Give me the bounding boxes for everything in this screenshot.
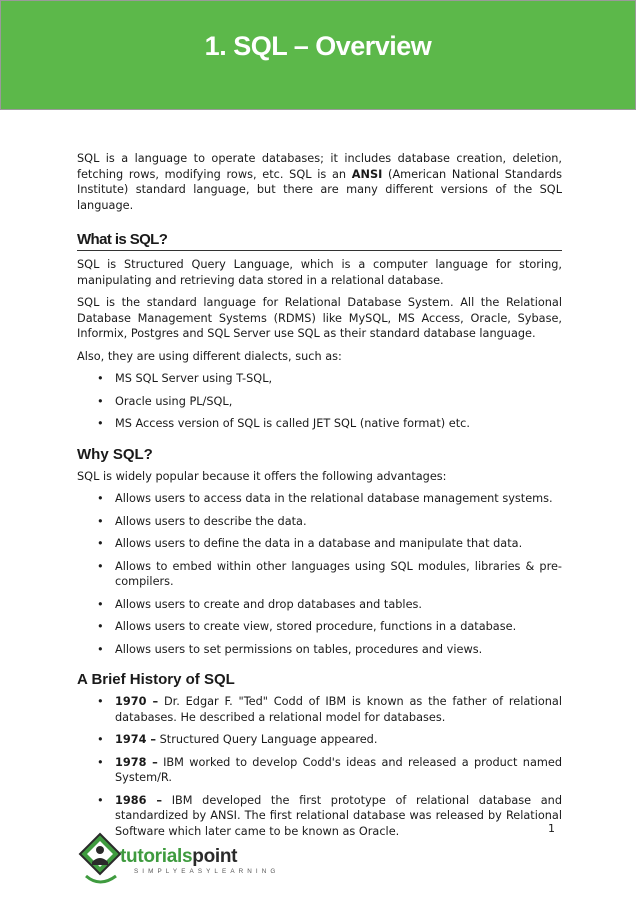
bullet-icon: • <box>97 620 104 633</box>
list-item: • 1974 – Structured Query Language appeared. <box>97 733 378 746</box>
what-paragraph-3: Also, they are using different dialects, such as: <box>77 349 342 363</box>
list-item: • Allows to embed within other languages using SQL modules, libraries & pre-compilers. <box>97 559 562 588</box>
page-content <box>77 151 562 846</box>
why-sql-heading: Why SQL? <box>77 445 153 463</box>
history-year: 1986 – <box>115 793 163 807</box>
bullet-icon: • <box>97 492 104 505</box>
tutorialspoint-logo <box>78 832 278 892</box>
chapter-title: 1. SQL – Overview <box>204 31 432 61</box>
history-heading: A Brief History of SQL <box>77 671 235 688</box>
what-is-sql-heading: What is SQL? <box>77 231 562 251</box>
bullet-icon: • <box>97 537 104 550</box>
history-year: 1970 – <box>115 695 159 708</box>
bullet-icon: • <box>97 514 104 528</box>
intro-paragraph: SQL is a language to operate databases; it includes database creation, deletion, fetching rows, modifying rows, etc. SQL is an ANSI (American National Standards Institute) standard language, but there are many different versions of the SQL language. <box>77 152 562 212</box>
why-intro: SQL is widely popular because it offers the following advantages: <box>77 469 447 483</box>
list-item: • 1970 – Dr. Edgar F. "Ted" Codd of IBM is known as the father of relational databases. He described a relational model for databases. <box>97 695 562 724</box>
list-item: • Allows users to create view, stored procedure, functions in a database. <box>97 620 517 633</box>
bullet-icon: • <box>97 417 104 430</box>
bullet-icon: • <box>97 372 104 385</box>
list-item: • Allows users to access data in the relational database management systems. <box>97 492 553 505</box>
bullet-icon: • <box>97 733 104 746</box>
bullet-icon: • <box>97 642 104 656</box>
logo-wordmark: tutorialspoint <box>120 846 238 867</box>
list-item: • Allows users to describe the data. <box>97 514 307 528</box>
bullet-icon: • <box>97 559 104 573</box>
dialect-list <box>77 371 562 432</box>
history-year: 1978 – <box>115 755 158 769</box>
history-list <box>77 694 562 839</box>
list-item: • MS SQL Server using T-SQL, <box>97 372 273 385</box>
advantages-list <box>77 491 562 657</box>
list-item: • Allows users to set permissions on tables, procedures and views. <box>97 642 483 656</box>
list-item: • Allows users to create and drop databases and tables. <box>97 597 423 611</box>
chapter-banner <box>0 0 636 110</box>
list-item: • 1986 – IBM developed the first prototype of relational database and standardized by ANSI. The first relational database was released by Relational Software which later came to be known as Oracle. <box>97 793 562 838</box>
bullet-icon: • <box>97 793 104 807</box>
bullet-icon: • <box>97 394 104 408</box>
bullet-icon: • <box>97 695 104 708</box>
bullet-icon: • <box>97 755 104 769</box>
list-item: • MS Access version of SQL is called JET SQL (native format) etc. <box>97 417 470 430</box>
bullet-icon: • <box>97 597 104 611</box>
list-item: • 1978 – IBM worked to develop Codd's ideas and released a product named System/R. <box>97 755 562 784</box>
list-item: • Allows users to define the data in a database and manipulate that data. <box>97 537 523 550</box>
logo-tagline: SIMPLYEASYLEARNING <box>134 868 280 875</box>
list-item: • Oracle using PL/SQL, <box>97 394 233 408</box>
ansi-term: ANSI <box>351 167 383 181</box>
what-paragraph-2: SQL is the standard language for Relational Database System. All the Relational Database Management Systems (RDMS) like MySQL, MS Access, Oracle, Sybase, Informix, Postgres and SQL Server use SQL as their standard database language. <box>77 296 562 340</box>
page-number: 1 <box>548 822 555 835</box>
history-year: 1974 – <box>115 733 157 746</box>
logo-emblem-icon <box>78 832 124 892</box>
what-paragraph-1: SQL is Structured Query Language, which is a computer language for storing, manipulating and retrieving data stored in a relational database. <box>77 258 562 287</box>
